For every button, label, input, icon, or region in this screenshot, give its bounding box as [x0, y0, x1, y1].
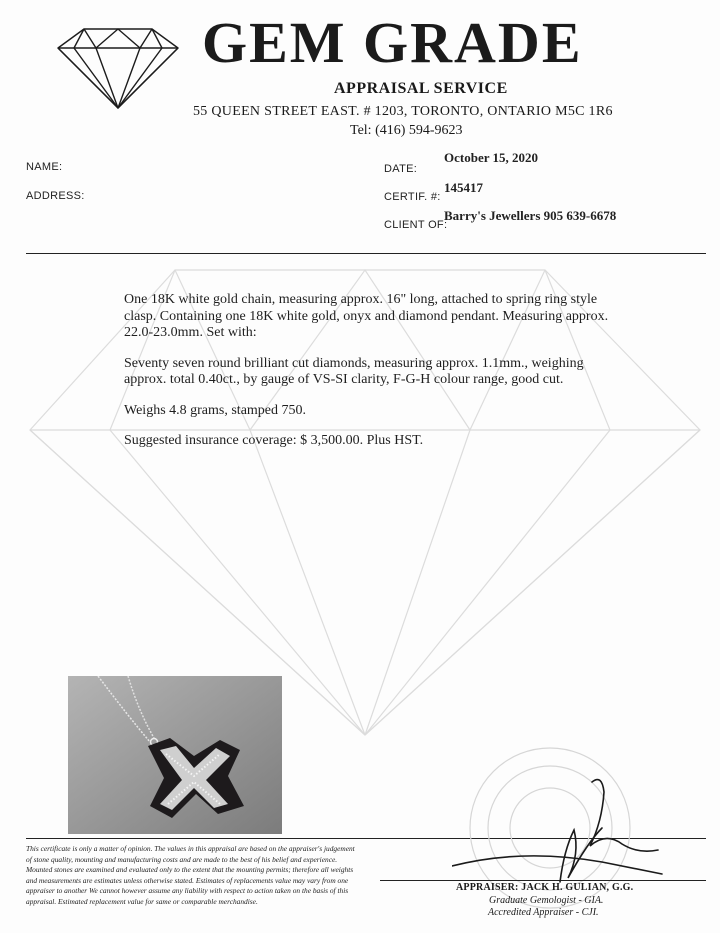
appraiser-credential-cji: Accredited Appraiser - CJI. [488, 907, 599, 918]
description-diamonds: Seventy seven round brilliant cut diamonds, measuring approx. 1.1mm., weighing approx. total 0.40ct., by gauge of VS-SI clarity, F-G-H colour range, good cut. [124, 355, 584, 387]
appraiser-credential-gia: Graduate Gemologist - GIA. [489, 895, 604, 906]
description-weight: Weighs 4.8 grams, stamped 750. [124, 402, 307, 418]
description-chain: One 18K white gold chain, measuring approx. 16" long, attached to spring ring style clasp. Containing one 18K white gold, onyx and diamond pendant. Measuring approx. 22.0-23.0mm. Set with: [124, 292, 609, 340]
legal-disclaimer: This certificate is only a matter of opinion. The values in this appraisal are based on the appraiser's judgement of stone quality, mounting and manufacturing costs and are made to the best of his belief and experience. Mounted stones are examined and evaluated only to the extent that the mounting permits; therefore all weights and measurements are estimates unless otherwise stated. Estimates of replacements value may vary from one appraiser to another We cannot however assume any liability with respect to action taken on the basis of this appraisal. Estimated replacement value for same or comparable merchandise. [26, 844, 355, 906]
client-label: CLIENT OF: [384, 219, 448, 231]
date-label: DATE: [384, 163, 418, 175]
date-value: October 15, 2020 [444, 150, 538, 165]
company-title: GEM GRADE [202, 10, 583, 75]
appraiser-signature [452, 770, 672, 890]
appraiser-name: APPRAISER: JACK H. GULIAN, G.G. [456, 882, 634, 893]
description-insurance: Suggested insurance coverage: $ 3,500.00. Plus HST. [124, 433, 424, 448]
item-description [124, 292, 614, 464]
company-phone: Tel: (416) 594-9623 [350, 123, 463, 138]
certif-value: 145417 [444, 180, 483, 195]
header-divider [26, 253, 706, 254]
company-address: 55 QUEEN STREET EAST. # 1203, TORONTO, ONTARIO M5C 1R6 [193, 104, 613, 119]
address-label: ADDRESS: [26, 190, 85, 202]
client-value: Barry's Jewellers 905 639-6678 [444, 208, 617, 223]
name-label: NAME: [26, 161, 63, 173]
pendant-photo [68, 676, 282, 834]
company-subtitle: APPRAISAL SERVICE [334, 80, 508, 97]
diamond-logo-icon [56, 26, 180, 110]
certif-label: CERTIF. #: [384, 191, 441, 203]
